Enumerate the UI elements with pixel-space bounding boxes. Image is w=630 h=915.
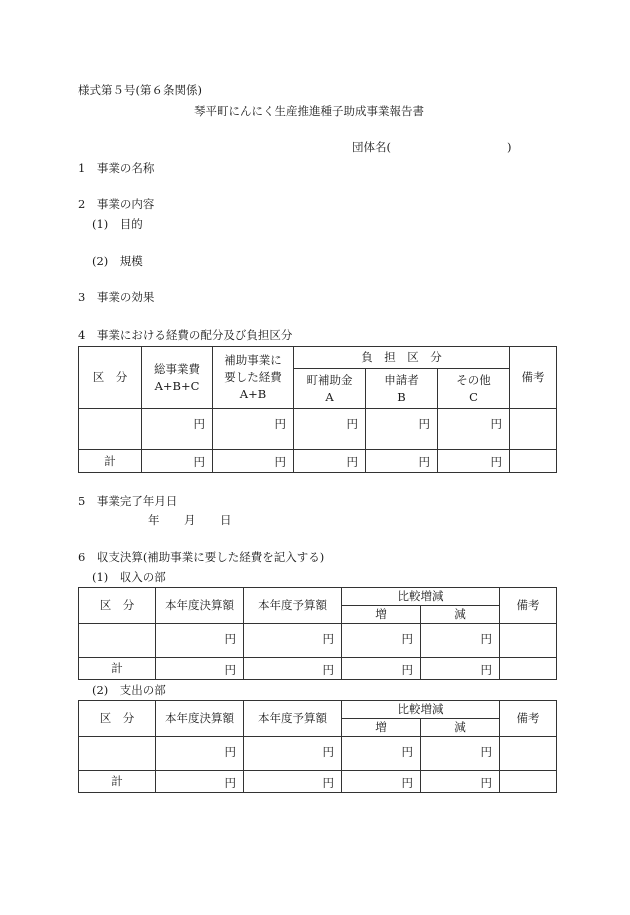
- expenditure-header-decrease: 減: [421, 719, 500, 737]
- section-6-2-heading: (2) 支出の部: [92, 683, 166, 697]
- income-total-biko[interactable]: [500, 658, 557, 680]
- expenditure-total-actual[interactable]: 円: [156, 771, 244, 793]
- table4-header-hojo-formula: A+B: [239, 386, 267, 401]
- expenditure-cell-budget[interactable]: 円: [244, 737, 342, 771]
- section-6-heading: 6 収支決算(補助事業に要した経費を記入する): [78, 550, 325, 564]
- income-cell-decrease[interactable]: 円: [421, 624, 500, 658]
- table-row: [79, 409, 557, 450]
- income-cell-biko[interactable]: [500, 624, 557, 658]
- income-header-budget: 本年度予算額: [244, 588, 342, 624]
- section-6-1-heading: (1) 収入の部: [92, 570, 166, 584]
- table4-header-other-code: C: [469, 389, 478, 404]
- income-header-actual: 本年度決算額: [156, 588, 244, 624]
- table4-header-hojo-line2: 要した経費: [224, 370, 282, 385]
- table4-total-town[interactable]: 円: [294, 450, 366, 473]
- table4-total-label: 計: [79, 450, 142, 473]
- expenditure-table: [78, 700, 557, 793]
- section-1-heading: 1 事業の名称: [78, 161, 155, 175]
- table4-total-applicant[interactable]: 円: [366, 450, 438, 473]
- table4-header-applicant-code: B: [397, 389, 406, 404]
- income-cell-actual[interactable]: 円: [156, 624, 244, 658]
- table4-total-biko[interactable]: [510, 450, 557, 473]
- income-total-increase[interactable]: 円: [342, 658, 421, 680]
- table4-cell-kubun[interactable]: [79, 409, 142, 450]
- table-row: [79, 450, 557, 473]
- table4-header-total: [142, 347, 213, 409]
- income-header-compare: 比較増減: [342, 588, 500, 606]
- income-total-actual[interactable]: 円: [156, 658, 244, 680]
- section-2-heading: 2 事業の内容: [78, 197, 155, 211]
- table4-total-hojo[interactable]: 円: [213, 450, 294, 473]
- expenditure-cell-increase[interactable]: 円: [342, 737, 421, 771]
- table4-cell-applicant[interactable]: 円: [366, 409, 438, 450]
- expenditure-header-increase: 増: [342, 719, 421, 737]
- income-table: [78, 587, 557, 680]
- form-number: 様式第５号(第６条関係): [78, 83, 202, 97]
- income-header-decrease: 減: [421, 606, 500, 624]
- completion-date-day: 日: [220, 513, 232, 527]
- expenditure-header-actual: 本年度決算額: [156, 701, 244, 737]
- expenditure-header-compare: 比較増減: [342, 701, 500, 719]
- income-total-budget[interactable]: 円: [244, 658, 342, 680]
- table-row: [79, 771, 557, 793]
- completion-date-year: 年: [148, 513, 160, 527]
- expenditure-total-budget[interactable]: 円: [244, 771, 342, 793]
- expenditure-cell-actual[interactable]: 円: [156, 737, 244, 771]
- section-5-heading: 5 事業完了年月日: [78, 494, 178, 508]
- expenditure-header-biko: 備考: [500, 701, 557, 737]
- completion-date-month: 月: [184, 513, 196, 527]
- income-header-biko: 備考: [500, 588, 557, 624]
- income-cell-budget[interactable]: 円: [244, 624, 342, 658]
- table4-cell-hojo[interactable]: 円: [213, 409, 294, 450]
- expenditure-total-biko[interactable]: [500, 771, 557, 793]
- table-row: [79, 658, 557, 680]
- expenditure-total-increase[interactable]: 円: [342, 771, 421, 793]
- income-cell-increase[interactable]: 円: [342, 624, 421, 658]
- org-name-label: 団体名(: [352, 140, 391, 154]
- expense-allocation-table: [78, 346, 557, 473]
- table4-header-town-label: 町補助金: [306, 372, 353, 387]
- table4-total-other[interactable]: 円: [438, 450, 510, 473]
- expenditure-header-budget: 本年度予算額: [244, 701, 342, 737]
- section-4-heading: 4 事業における経費の配分及び負担区分: [78, 328, 293, 342]
- table4-cell-biko[interactable]: [510, 409, 557, 450]
- table4-header-total-label: 総事業費: [154, 361, 200, 376]
- income-total-label: 計: [79, 658, 156, 680]
- table4-header-futan: 負 担 区 分: [294, 347, 510, 369]
- table4-header-other: [438, 369, 510, 409]
- table4-header-hojo-line1: 補助事業に: [224, 353, 282, 368]
- table4-header-applicant-label: 申請者: [384, 372, 419, 387]
- income-header-increase: 増: [342, 606, 421, 624]
- table4-header-kubun: 区 分: [79, 347, 142, 409]
- table4-header-biko: 備考: [510, 347, 557, 409]
- income-total-decrease[interactable]: 円: [421, 658, 500, 680]
- org-name-field[interactable]: [352, 142, 512, 154]
- section-2-1-heading: (1) 目的: [92, 217, 143, 231]
- table4-header-other-label: その他: [456, 372, 491, 387]
- expenditure-cell-kubun[interactable]: [79, 737, 156, 771]
- table4-cell-other[interactable]: 円: [438, 409, 510, 450]
- expenditure-cell-biko[interactable]: [500, 737, 557, 771]
- table4-header-town: [294, 369, 366, 409]
- table4-header-town-code: A: [325, 389, 334, 404]
- table-row: [79, 737, 557, 771]
- table4-cell-total[interactable]: 円: [142, 409, 213, 450]
- table4-cell-town[interactable]: 円: [294, 409, 366, 450]
- expenditure-total-label: 計: [79, 771, 156, 793]
- income-cell-kubun[interactable]: [79, 624, 156, 658]
- expenditure-cell-decrease[interactable]: 円: [421, 737, 500, 771]
- section-3-heading: 3 事業の効果: [78, 290, 155, 304]
- income-header-kubun: 区 分: [79, 588, 156, 624]
- expenditure-header-kubun: 区 分: [79, 701, 156, 737]
- table4-total-total[interactable]: 円: [142, 450, 213, 473]
- table4-header-applicant: [366, 369, 438, 409]
- org-name-close: ): [507, 140, 512, 154]
- expenditure-total-decrease[interactable]: 円: [421, 771, 500, 793]
- table4-header-hojo: [213, 347, 294, 409]
- table4-header-total-formula: A+B+C: [154, 378, 200, 393]
- section-2-2-heading: (2) 規模: [92, 254, 143, 268]
- table-row: [79, 624, 557, 658]
- form-title: 琴平町にんにく生産推進種子助成事業報告書: [194, 104, 424, 118]
